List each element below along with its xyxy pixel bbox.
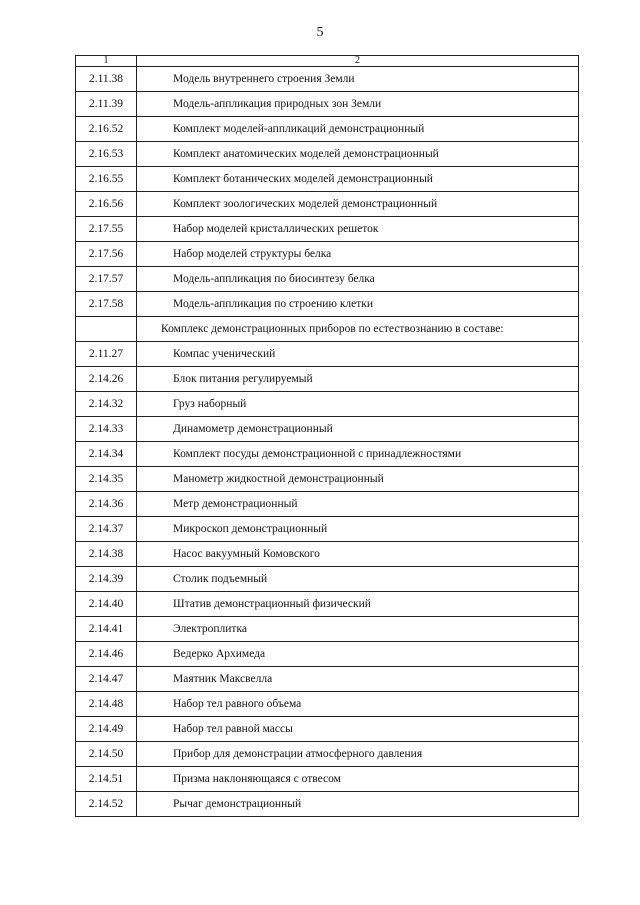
item-code: 2.14.48 — [76, 692, 137, 717]
table-row — [76, 667, 579, 692]
item-name: Набор тел равного объема — [137, 692, 579, 717]
item-code: 2.14.50 — [76, 742, 137, 767]
item-name: Электроплитка — [137, 617, 579, 642]
table-row — [76, 417, 579, 442]
item-code: 2.16.56 — [76, 192, 137, 217]
item-code: 2.17.56 — [76, 242, 137, 267]
table-row — [76, 267, 579, 292]
item-code: 2.14.34 — [76, 442, 137, 467]
item-code: 2.14.41 — [76, 617, 137, 642]
item-name: Модель-аппликация природных зон Земли — [137, 92, 579, 117]
item-name: Динамометр демонстрационный — [137, 417, 579, 442]
item-name: Ведерко Архимеда — [137, 642, 579, 667]
item-code: 2.16.53 — [76, 142, 137, 167]
item-name: Набор тел равной массы — [137, 717, 579, 742]
table-row — [76, 367, 579, 392]
table-row — [76, 642, 579, 667]
item-name: Компас ученический — [137, 342, 579, 367]
item-code: 2.17.58 — [76, 292, 137, 317]
table-row — [76, 542, 579, 567]
item-name: Рычаг демонстрационный — [137, 792, 579, 817]
table-row — [76, 567, 579, 592]
item-code: 2.14.37 — [76, 517, 137, 542]
table-row — [76, 492, 579, 517]
item-name: Столик подъемный — [137, 567, 579, 592]
item-name: Насос вакуумный Комовского — [137, 542, 579, 567]
table-row — [76, 67, 579, 92]
item-code: 2.14.33 — [76, 417, 137, 442]
item-name: Комплект ботанических моделей демонстрационный — [137, 167, 579, 192]
table-row — [76, 467, 579, 492]
table-row — [76, 792, 579, 817]
table-row — [76, 742, 579, 767]
item-code: 2.14.36 — [76, 492, 137, 517]
item-name: Метр демонстрационный — [137, 492, 579, 517]
item-code: 2.14.38 — [76, 542, 137, 567]
item-name: Модель-аппликация по строению клетки — [137, 292, 579, 317]
table-row — [76, 242, 579, 267]
item-code: 2.14.47 — [76, 667, 137, 692]
item-name: Набор моделей структуры белка — [137, 242, 579, 267]
item-name: Микроскоп демонстрационный — [137, 517, 579, 542]
item-code: 2.14.39 — [76, 567, 137, 592]
table-body — [76, 56, 579, 817]
table-row — [76, 92, 579, 117]
equipment-table — [75, 55, 579, 817]
item-code: 2.16.52 — [76, 117, 137, 142]
item-code: 2.14.32 — [76, 392, 137, 417]
item-code: 2.14.51 — [76, 767, 137, 792]
table-row — [76, 442, 579, 467]
table-row — [76, 117, 579, 142]
table-row — [76, 767, 579, 792]
item-code: 2.14.35 — [76, 467, 137, 492]
table-row — [76, 717, 579, 742]
item-name: Комплект анатомических моделей демонстрационный — [137, 142, 579, 167]
item-code — [76, 317, 137, 342]
table-section-row — [76, 317, 579, 342]
item-name: Комплект зоологических моделей демонстрационный — [137, 192, 579, 217]
item-code: 2.11.27 — [76, 342, 137, 367]
table-row — [76, 517, 579, 542]
item-name: Набор моделей кристаллических решеток — [137, 217, 579, 242]
table-header-row — [76, 56, 579, 67]
item-name: Груз наборный — [137, 392, 579, 417]
item-code: 2.11.38 — [76, 67, 137, 92]
item-code: 2.14.46 — [76, 642, 137, 667]
header-col-2: 2 — [137, 56, 579, 67]
table-row — [76, 342, 579, 367]
item-name: Комплект посуды демонстрационной с принадлежностями — [137, 442, 579, 467]
header-col-1: 1 — [76, 56, 137, 67]
item-name: Штатив демонстрационный физический — [137, 592, 579, 617]
item-code: 2.14.49 — [76, 717, 137, 742]
item-code: 2.14.26 — [76, 367, 137, 392]
table-row — [76, 167, 579, 192]
table-row — [76, 617, 579, 642]
table-row — [76, 192, 579, 217]
table-row — [76, 692, 579, 717]
item-name: Прибор для демонстрации атмосферного давления — [137, 742, 579, 767]
item-name: Комплект моделей-аппликаций демонстрационный — [137, 117, 579, 142]
page-number: 5 — [316, 25, 324, 40]
item-name: Модель внутреннего строения Земли — [137, 67, 579, 92]
table-row — [76, 592, 579, 617]
item-code: 2.14.52 — [76, 792, 137, 817]
item-code: 2.11.39 — [76, 92, 137, 117]
section-title: Комплекс демонстрационных приборов по естествознанию в составе: — [137, 317, 579, 342]
item-code: 2.17.55 — [76, 217, 137, 242]
table-row — [76, 392, 579, 417]
table-row — [76, 142, 579, 167]
table-row — [76, 292, 579, 317]
item-code: 2.14.40 — [76, 592, 137, 617]
item-name: Модель-аппликация по биосинтезу белка — [137, 267, 579, 292]
item-code: 2.17.57 — [76, 267, 137, 292]
item-name: Блок питания регулируемый — [137, 367, 579, 392]
item-name: Маятник Максвелла — [137, 667, 579, 692]
item-name: Манометр жидкостной демонстрационный — [137, 467, 579, 492]
item-name: Призма наклоняющаяся с отвесом — [137, 767, 579, 792]
item-code: 2.16.55 — [76, 167, 137, 192]
table-row — [76, 217, 579, 242]
